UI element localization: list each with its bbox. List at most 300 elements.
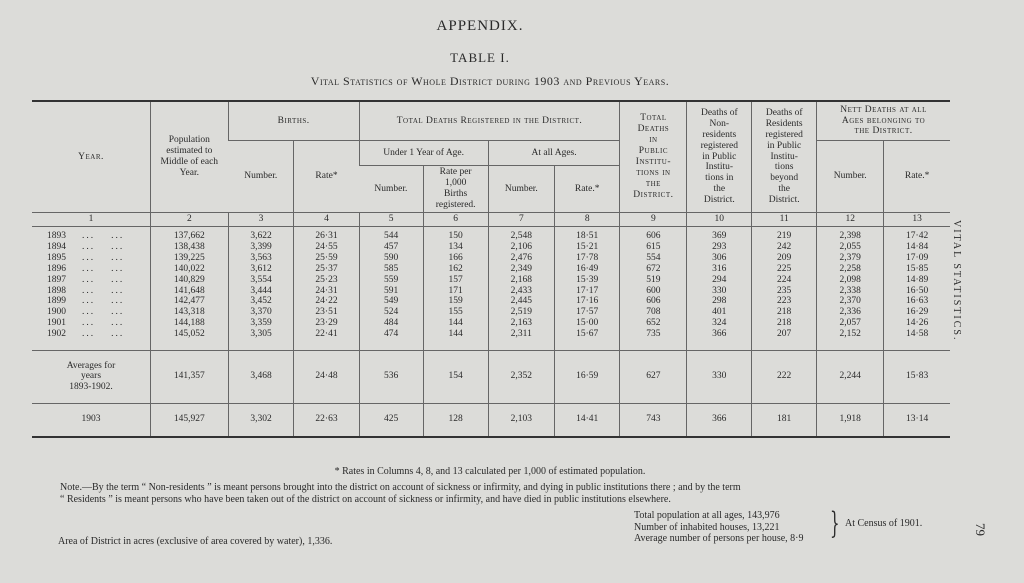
stack-line: 15·67 xyxy=(576,329,599,340)
stack-line: 17·09 xyxy=(906,252,929,263)
header-non-residents-text xyxy=(690,108,748,206)
stack-line: 138,438 xyxy=(173,241,205,252)
stack-line: 157 xyxy=(448,274,463,285)
stack-line: 672 xyxy=(646,263,661,274)
stack-line: Year. xyxy=(179,167,199,178)
note-line-1: Note.—By the term “ Non-residents ” is meant persons brought into the district on account of sickness or infirmity, and dying in public institutions there ; and by the term xyxy=(60,482,741,493)
stack-line: 2,106 xyxy=(510,241,532,252)
stack-line: 24·55 xyxy=(315,241,338,252)
stack-line: 24·31 xyxy=(315,285,338,296)
stack-line: 18·51 xyxy=(576,230,599,241)
stack-line: District. xyxy=(633,189,674,200)
stack-line: 316 xyxy=(712,263,727,274)
stack-line: 159 xyxy=(448,296,463,307)
brace-icon: } xyxy=(830,506,840,541)
year-entry xyxy=(47,264,147,275)
stack-line: 24·22 xyxy=(315,296,338,307)
col-num: 11 xyxy=(752,213,817,227)
stack-line: 14·89 xyxy=(906,274,929,285)
y1903-value: 13·14 xyxy=(884,403,950,437)
residents-list xyxy=(755,231,813,340)
stack-line: 3,305 xyxy=(250,329,272,340)
header-aa-number: Number. xyxy=(488,166,554,213)
year-1903-row xyxy=(32,403,950,437)
header-population xyxy=(151,101,229,213)
stack-line: 1,000 xyxy=(444,178,467,189)
stack-line: 140,022 xyxy=(173,263,205,274)
column-number-row xyxy=(32,213,950,227)
year-leader-dots: ... xyxy=(111,318,125,329)
year-leader-dots: ... xyxy=(111,230,125,241)
stack-line: 16·49 xyxy=(576,263,599,274)
stack-line: Nett Deaths at all xyxy=(840,104,927,115)
stack-line: 1893-1902. xyxy=(69,382,113,393)
avg-value: 3,468 xyxy=(228,350,294,403)
y1903-value: 22·63 xyxy=(294,403,359,437)
stack-line: 484 xyxy=(383,318,399,329)
stack-line: 17·42 xyxy=(906,230,929,241)
stack-line: District. xyxy=(768,195,800,206)
stack-line: Public xyxy=(638,146,669,157)
stack-line: 591 xyxy=(383,285,399,296)
stack-line: 652 xyxy=(646,318,661,329)
stack-line: Deaths of xyxy=(765,107,803,118)
col-num: 9 xyxy=(620,213,687,227)
stack-line: years xyxy=(80,371,102,382)
stack-line: 585 xyxy=(383,263,399,274)
note-paragraph xyxy=(60,482,960,505)
stack-line: 2,258 xyxy=(839,263,861,274)
year-leader-dots: ... xyxy=(82,241,96,252)
stack-line: registered xyxy=(765,129,803,140)
nett-number-cell xyxy=(817,226,884,350)
stack-line: 14·84 xyxy=(906,241,929,252)
stack-line: 615 xyxy=(646,241,661,252)
vital-statistics-table xyxy=(32,100,950,438)
stack-line: 2,057 xyxy=(839,318,861,329)
year-entry xyxy=(47,307,147,318)
year-leader-dots: ... xyxy=(82,307,96,318)
stack-line: 2,519 xyxy=(510,307,532,318)
stack-line: Middle of each xyxy=(160,157,219,167)
census-line: Average number of persons per house, 8·9 xyxy=(634,533,804,544)
stack-line: District. xyxy=(703,195,735,206)
stack-line: Institu- xyxy=(705,162,734,173)
stack-line: 3,359 xyxy=(250,318,272,329)
stack-line: 519 xyxy=(646,274,661,285)
stack-line: 590 xyxy=(383,252,399,263)
table-label: TABLE I. xyxy=(450,50,510,65)
stack-line: 294 xyxy=(712,274,727,285)
stack-line: 298 xyxy=(712,296,727,307)
stack-line: tions in xyxy=(636,167,671,178)
y1903-value: 3,302 xyxy=(228,403,294,437)
stack-line: 2,398 xyxy=(839,230,861,241)
stack-line: 17·17 xyxy=(576,285,599,296)
header-population-text xyxy=(154,135,225,179)
stack-line: 16·29 xyxy=(906,307,929,318)
col-num: 2 xyxy=(151,213,229,227)
year-entry xyxy=(47,253,147,264)
population-list xyxy=(154,231,225,340)
year-leader-dots: ... xyxy=(111,285,125,296)
stack-line: 3,554 xyxy=(250,274,272,285)
year-entry xyxy=(47,231,147,242)
header-u1-rate-text xyxy=(427,167,485,211)
stack-line: 209 xyxy=(777,252,792,263)
public-inst-cell xyxy=(620,226,687,350)
stack-line: in Public xyxy=(767,140,802,151)
stack-line: 3,622 xyxy=(250,230,272,241)
y1903-value: 1,918 xyxy=(817,403,884,437)
stack-line: the xyxy=(645,178,661,189)
u1-number-cell xyxy=(359,226,423,350)
col-num: 4 xyxy=(294,213,359,227)
stack-line: 2,338 xyxy=(839,285,861,296)
year-entry xyxy=(47,275,147,286)
year-leader-dots: ... xyxy=(111,252,125,263)
header-nett-rate: Rate.* xyxy=(884,141,950,213)
header-public-institutions-text xyxy=(623,113,683,200)
census-line: Number of inhabited houses, 13,221 xyxy=(634,521,780,533)
year-leader-dots: ... xyxy=(82,274,96,285)
stack-line: 2,098 xyxy=(839,274,861,285)
stack-line: 549 xyxy=(383,296,399,307)
header-aa-rate: Rate.* xyxy=(554,166,619,213)
stack-line: 2,311 xyxy=(510,329,532,340)
stack-line: 3,563 xyxy=(250,252,272,263)
u1-number-list xyxy=(363,231,420,340)
stack-line: the xyxy=(778,184,790,195)
stack-line: 330 xyxy=(712,285,727,296)
stack-line: Institu- xyxy=(770,151,798,162)
stack-line: 15·39 xyxy=(576,274,599,285)
stack-line: 293 xyxy=(712,241,727,252)
births-rate-cell xyxy=(294,226,359,350)
header-nett-number: Number. xyxy=(817,141,884,213)
avg-value: 154 xyxy=(423,350,488,403)
census-label: At Census of 1901. xyxy=(845,518,923,529)
births-rate-list xyxy=(297,231,355,340)
stack-line: 144 xyxy=(448,318,463,329)
stack-line: 141,648 xyxy=(173,285,205,296)
year-value: 1898 xyxy=(47,285,66,296)
stack-line: registered. xyxy=(435,199,476,210)
stack-line: 14·26 xyxy=(906,318,929,329)
note-line-2: “ Residents ” is meant persons who have been taken out of the district on account of sickness or infirmity, and have died in public institutions elsewhere. xyxy=(60,493,671,505)
y1903-value: 128 xyxy=(423,403,488,437)
stack-line: 559 xyxy=(383,274,399,285)
y1903-value: 2,103 xyxy=(488,403,554,437)
year-leader-dots: ... xyxy=(111,329,125,340)
stack-line: 708 xyxy=(646,307,661,318)
year-leader-dots: ... xyxy=(82,285,96,296)
stack-line: 155 xyxy=(448,307,463,318)
stack-line: residents xyxy=(702,129,737,140)
avg-value: 2,352 xyxy=(488,350,554,403)
year-leader-dots: ... xyxy=(82,318,96,329)
avg-value: 141,357 xyxy=(151,350,229,403)
stack-line: 2,163 xyxy=(510,318,532,329)
stack-line: 17·16 xyxy=(576,296,599,307)
stack-line: 224 xyxy=(777,274,792,285)
stack-line: 324 xyxy=(712,318,727,329)
stack-line: 150 xyxy=(448,230,463,241)
stack-line: Ages belonging to xyxy=(841,115,926,126)
stack-line: 25·23 xyxy=(315,274,338,285)
stack-line: 606 xyxy=(646,230,661,241)
page-number: 79 xyxy=(973,523,988,536)
avg-value: 222 xyxy=(752,350,817,403)
stack-line: the xyxy=(713,184,726,195)
stack-line: 2,336 xyxy=(839,307,861,318)
stack-line: 3,444 xyxy=(250,285,272,296)
year-entry xyxy=(47,329,147,340)
footnote: * Rates in Columns 4, 8, and 13 calculated per 1,000 of estimated population. xyxy=(334,466,646,477)
year-value: 1900 xyxy=(47,307,66,318)
stack-line: 15·00 xyxy=(576,318,599,329)
year-leader-dots: ... xyxy=(111,274,125,285)
census-info xyxy=(634,510,803,545)
stack-line: 14·58 xyxy=(906,329,929,340)
nett-rate-list xyxy=(887,231,947,340)
aa-number-cell xyxy=(488,226,554,350)
stack-line: 735 xyxy=(646,329,661,340)
col-num: 8 xyxy=(554,213,619,227)
averages-label-text xyxy=(35,361,147,394)
y1903-value: 14·41 xyxy=(554,403,619,437)
stack-line: 22·41 xyxy=(315,329,338,340)
avg-value: 2,244 xyxy=(817,350,884,403)
public-inst-list xyxy=(623,231,683,340)
nett-number-list xyxy=(820,231,880,340)
avg-value: 330 xyxy=(687,350,752,403)
stack-line: Non- xyxy=(709,118,730,129)
stack-line: 554 xyxy=(646,252,661,263)
year-leader-dots: ... xyxy=(82,263,96,274)
stack-line: 2,168 xyxy=(510,274,532,285)
header-u1-rate xyxy=(423,166,488,213)
stack-line: 145,052 xyxy=(173,329,205,340)
stack-line: 3,612 xyxy=(250,263,272,274)
avg-value: 24·48 xyxy=(294,350,359,403)
stack-line: 23·51 xyxy=(315,307,338,318)
averages-row xyxy=(32,350,950,403)
stack-line: 25·37 xyxy=(315,263,338,274)
header-births-number: Number. xyxy=(228,141,294,213)
stack-line: beyond xyxy=(770,173,799,184)
stack-line: 606 xyxy=(646,296,661,307)
stack-line: 218 xyxy=(777,307,792,318)
stack-line: Births xyxy=(444,189,468,199)
stack-line: 16·63 xyxy=(906,296,929,307)
header-births-rate: Rate* xyxy=(294,141,359,213)
stack-line: 3,370 xyxy=(250,307,272,318)
header-residents-text xyxy=(755,108,813,206)
col-num: 10 xyxy=(687,213,752,227)
stack-line: 144 xyxy=(448,329,463,340)
year-leader-dots: ... xyxy=(111,296,125,307)
stack-line: 2,349 xyxy=(510,263,532,274)
stack-line: 242 xyxy=(777,241,792,252)
residents-cell xyxy=(752,226,817,350)
stack-line: Rate per xyxy=(439,167,472,178)
avg-value: 627 xyxy=(620,350,687,403)
year-leader-dots: ... xyxy=(82,252,96,263)
year-value: 1902 xyxy=(47,329,66,340)
stack-line: 25·59 xyxy=(315,252,338,263)
col-num: 13 xyxy=(884,213,950,227)
appendix-heading: APPENDIX. xyxy=(436,18,524,34)
yearly-data-row xyxy=(32,226,950,350)
col-num: 3 xyxy=(228,213,294,227)
table-subtitle: Vital Statistics of Whole District during 1903 and Previous Years. xyxy=(310,74,670,88)
col-num: 1 xyxy=(32,213,151,227)
stack-line: 15·21 xyxy=(576,241,599,252)
stack-line: 2,548 xyxy=(510,230,532,241)
stack-line: Deaths of xyxy=(700,107,738,118)
year-leader-dots: ... xyxy=(82,296,96,307)
stack-line: 401 xyxy=(712,307,727,318)
aa-rate-cell xyxy=(554,226,619,350)
col-num: 7 xyxy=(488,213,554,227)
stack-line: 23·29 xyxy=(315,318,338,329)
header-year: Year. xyxy=(32,101,151,213)
births-number-cell xyxy=(228,226,294,350)
stack-line: 218 xyxy=(777,318,792,329)
stack-line: Institu- xyxy=(635,157,671,167)
year-value: 1893 xyxy=(47,230,66,241)
stack-line: Averages for xyxy=(66,360,116,371)
stack-line: Deaths xyxy=(637,124,670,135)
stack-line: 2,152 xyxy=(839,329,861,340)
year-leader-dots: ... xyxy=(82,329,96,340)
header-total-deaths: Total Deaths Registered in the District. xyxy=(359,101,620,141)
header-under-1: Under 1 Year of Age. xyxy=(359,141,488,166)
stack-line: 2,445 xyxy=(510,296,532,307)
year-leader-dots: ... xyxy=(82,230,96,241)
stack-line: 139,225 xyxy=(173,252,205,263)
stack-line: 2,379 xyxy=(839,252,861,263)
census-line: Total population at all ages, 143,976 xyxy=(634,510,780,521)
population-cell xyxy=(151,226,229,350)
year-entry xyxy=(47,296,147,307)
stack-line: 2,433 xyxy=(510,285,532,296)
stack-line: in Public xyxy=(702,151,737,162)
stack-line: 3,399 xyxy=(250,241,272,252)
stack-line: 600 xyxy=(646,285,661,296)
year-value: 1895 xyxy=(47,252,66,263)
year-list xyxy=(35,231,147,340)
avg-value: 15·83 xyxy=(884,350,950,403)
stack-line: 306 xyxy=(712,252,727,263)
stack-line: Total xyxy=(640,113,667,124)
stack-line: 137,662 xyxy=(173,230,205,241)
stack-line: 474 xyxy=(383,329,399,340)
u1-rate-cell xyxy=(423,226,488,350)
avg-value: 16·59 xyxy=(554,350,619,403)
header-residents xyxy=(752,101,817,213)
stack-line: 142,477 xyxy=(173,296,205,307)
stack-line: 2,370 xyxy=(839,296,861,307)
year-value: 1896 xyxy=(47,263,66,274)
stack-line: the District. xyxy=(854,126,913,137)
stack-line: 235 xyxy=(777,285,792,296)
stack-line: 3,452 xyxy=(250,296,272,307)
aa-number-list xyxy=(492,231,551,340)
year-cell xyxy=(32,226,151,350)
stack-line: 144,188 xyxy=(173,318,205,329)
area-statement: Area of District in acres (exclusive of area covered by water), 1,336. xyxy=(58,536,333,547)
stack-line: tions in xyxy=(705,173,734,184)
year-value: 1897 xyxy=(47,274,66,285)
stack-line: in xyxy=(649,135,658,146)
header-non-residents xyxy=(687,101,752,213)
year-entry xyxy=(47,286,147,297)
stack-line: 544 xyxy=(383,230,399,241)
y1903-value: 181 xyxy=(752,403,817,437)
side-running-title: VITAL STATISTICS. xyxy=(951,220,962,342)
stack-line: Residents xyxy=(765,118,803,129)
year-value: 1899 xyxy=(47,296,66,307)
y1903-value: 743 xyxy=(620,403,687,437)
stack-line: 140,829 xyxy=(173,274,205,285)
y1903-value: 366 xyxy=(687,403,752,437)
y1903-value: 145,927 xyxy=(151,403,229,437)
year-entry xyxy=(47,318,147,329)
y1903-value: 425 xyxy=(359,403,423,437)
averages-label xyxy=(32,350,151,403)
stack-line: tions xyxy=(774,162,794,173)
stack-line: 26·31 xyxy=(315,230,338,241)
header-public-institutions xyxy=(620,101,687,213)
stack-line: Population xyxy=(168,135,210,146)
stack-line: 162 xyxy=(448,263,463,274)
stack-line: 219 xyxy=(777,230,792,241)
year-entry xyxy=(47,242,147,253)
year-value: 1894 xyxy=(47,241,66,252)
year-leader-dots: ... xyxy=(111,307,125,318)
col-num: 6 xyxy=(423,213,488,227)
stack-line: 524 xyxy=(383,307,399,318)
u1-rate-list xyxy=(427,231,485,340)
stack-line: 15·85 xyxy=(906,263,929,274)
nett-rate-cell xyxy=(884,226,950,350)
col-num: 5 xyxy=(359,213,423,227)
stack-line: registered xyxy=(700,140,739,151)
non-residents-list xyxy=(690,231,748,340)
stack-line: 2,476 xyxy=(510,252,532,263)
non-residents-cell xyxy=(687,226,752,350)
stack-line: 17·78 xyxy=(576,252,599,263)
header-u1-number: Number. xyxy=(359,166,423,213)
stack-line: 171 xyxy=(448,285,463,296)
stack-line: 16·50 xyxy=(906,285,929,296)
births-number-list xyxy=(232,231,291,340)
stack-line: 2,055 xyxy=(839,241,861,252)
stack-line: 134 xyxy=(448,241,463,252)
header-births: Births. xyxy=(228,101,359,141)
header-nett-deaths xyxy=(817,101,950,141)
stack-line: 17·57 xyxy=(576,307,599,318)
stack-line: 369 xyxy=(712,230,727,241)
year-leader-dots: ... xyxy=(111,263,125,274)
stack-line: 223 xyxy=(777,296,792,307)
stack-line: 366 xyxy=(712,329,727,340)
stack-line: 207 xyxy=(777,329,792,340)
avg-value: 536 xyxy=(359,350,423,403)
year-leader-dots: ... xyxy=(111,241,125,252)
